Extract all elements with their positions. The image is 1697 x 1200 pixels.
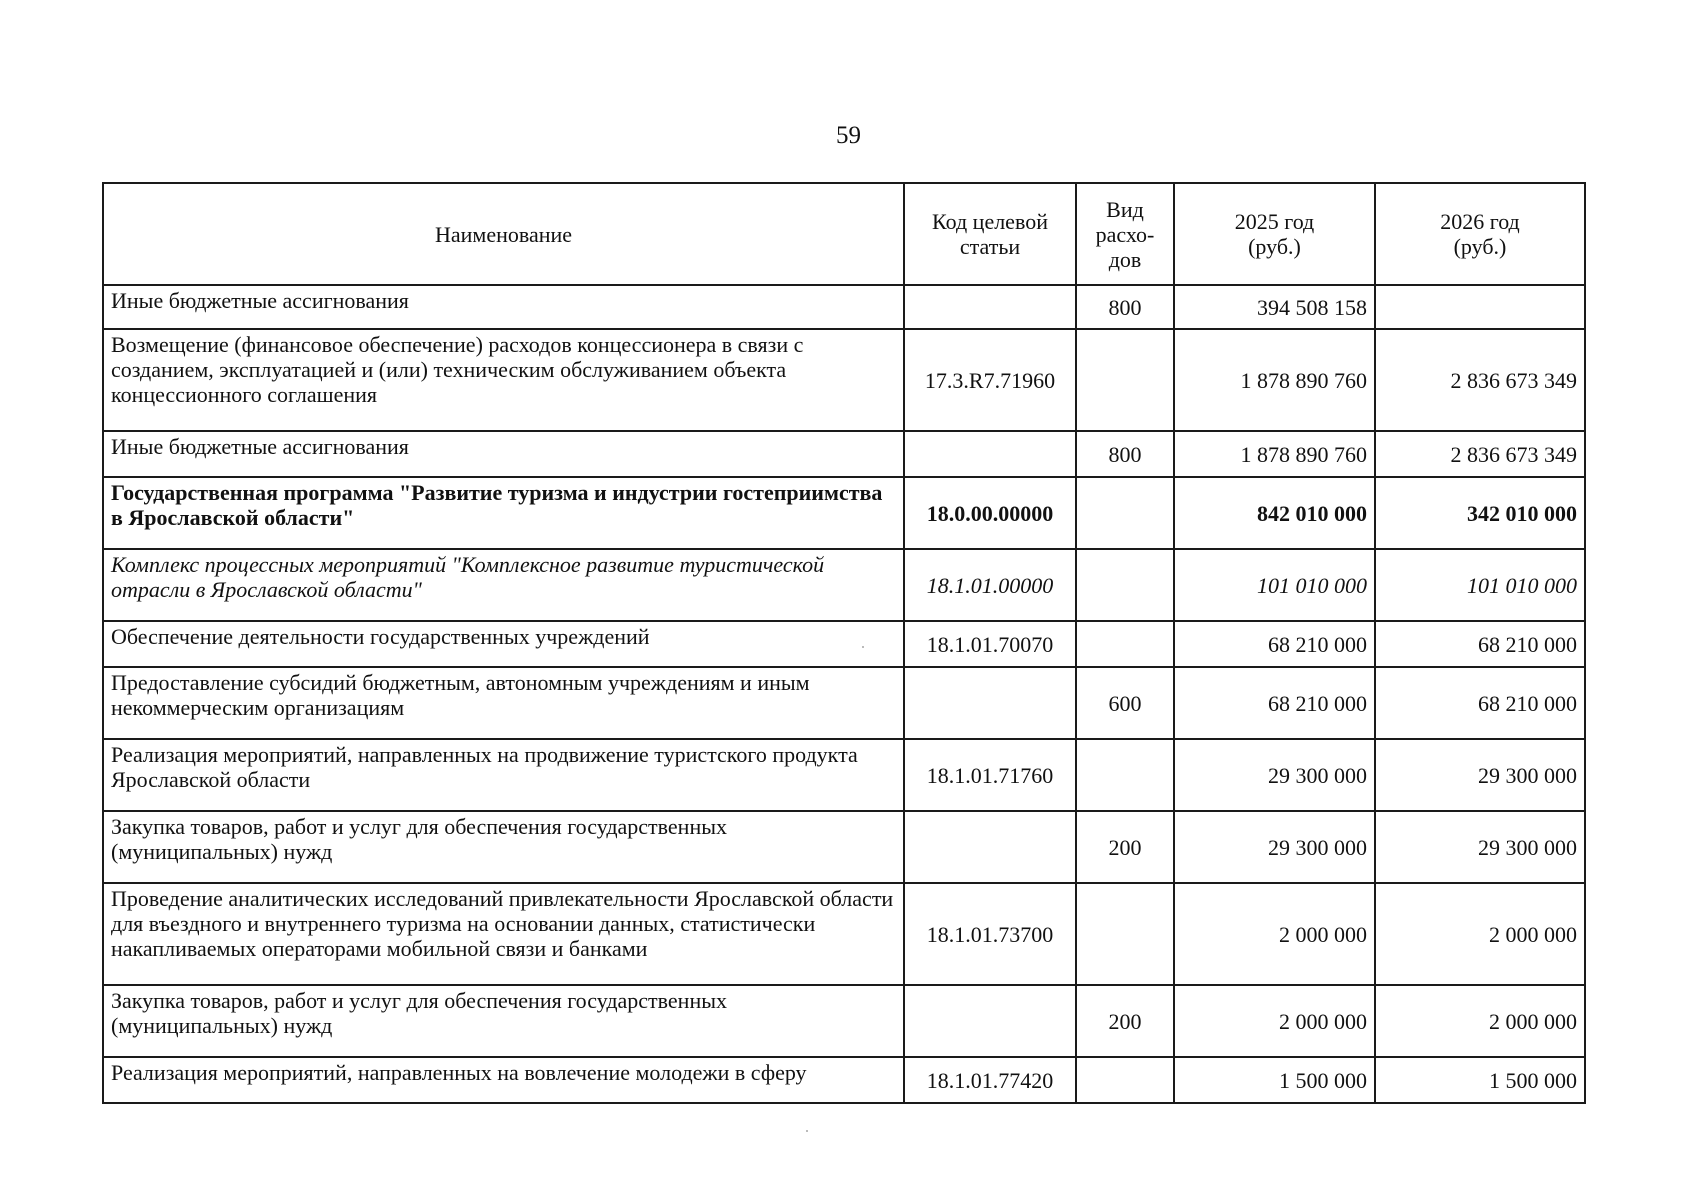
cell-name: Проведение аналитических исследований привлекательности Ярославской области для въездного и внутреннего туризма на основании данных, статистически накапливаемых операторами мобильной связи и банками [103,883,904,985]
cell-name: Реализация мероприятий, направленных на продвижение туристского продукта Ярославской области [103,739,904,811]
cell-target-code: 18.0.00.00000 [904,477,1076,549]
table-row [103,1057,1585,1103]
table-row [103,883,1585,985]
cell-amount-2026: 2 000 000 [1375,985,1585,1057]
table-row [103,477,1585,549]
cell-name: Реализация мероприятий, направленных на вовлечение молодежи в сферу [103,1057,904,1103]
table-row [103,667,1585,739]
cell-amount-2025: 101 010 000 [1174,549,1375,621]
table-row [103,549,1585,621]
cell-expense-type [1076,883,1174,985]
cell-amount-2025: 1 878 890 760 [1174,329,1375,431]
cell-expense-type [1076,1057,1174,1103]
cell-amount-2026: 2 836 673 349 [1375,431,1585,477]
cell-amount-2025: 29 300 000 [1174,811,1375,883]
cell-target-code [904,985,1076,1057]
column-header-name: Наименование [103,183,904,285]
cell-target-code: 18.1.01.73700 [904,883,1076,985]
cell-name: Иные бюджетные ассигнования [103,431,904,477]
cell-amount-2026: 342 010 000 [1375,477,1585,549]
cell-name: Комплекс процессных мероприятий "Комплексное развитие туристической отрасли в Ярославской области" [103,549,904,621]
cell-target-code [904,431,1076,477]
table-body [103,285,1585,1103]
table-row [103,621,1585,667]
table-row [103,811,1585,883]
table-row [103,285,1585,329]
cell-target-code [904,285,1076,329]
cell-name: Государственная программа "Развитие туризма и индустрии гостеприимства в Ярославской области" [103,477,904,549]
cell-expense-type [1076,549,1174,621]
cell-amount-2026: 2 836 673 349 [1375,329,1585,431]
cell-expense-type: 800 [1076,431,1174,477]
cell-expense-type: 200 [1076,985,1174,1057]
scan-speck [862,646,864,648]
column-header-2026: 2026 год (руб.) [1375,183,1585,285]
column-header-type: Вид расхо-дов [1076,183,1174,285]
cell-amount-2025: 29 300 000 [1174,739,1375,811]
table-row [103,431,1585,477]
cell-name: Возмещение (финансовое обеспечение) расходов концессионера в связи с созданием, эксплуатацией и (или) техническим обслуживанием объекта концессионного соглашения [103,329,904,431]
table-header [103,183,1585,285]
cell-amount-2025: 2 000 000 [1174,883,1375,985]
cell-amount-2026: 2 000 000 [1375,883,1585,985]
cell-target-code [904,811,1076,883]
cell-target-code: 18.1.01.77420 [904,1057,1076,1103]
cell-expense-type [1076,477,1174,549]
column-header-2025: 2025 год (руб.) [1174,183,1375,285]
page-number: 59 [836,122,861,149]
cell-amount-2026: 29 300 000 [1375,739,1585,811]
cell-target-code: 18.1.01.70070 [904,621,1076,667]
cell-expense-type: 600 [1076,667,1174,739]
header-row [103,183,1585,285]
cell-name: Закупка товаров, работ и услуг для обеспечения государственных (муниципальных) нужд [103,811,904,883]
cell-expense-type: 800 [1076,285,1174,329]
table-row [103,739,1585,811]
cell-expense-type [1076,621,1174,667]
cell-amount-2025: 2 000 000 [1174,985,1375,1057]
cell-amount-2026: 68 210 000 [1375,621,1585,667]
column-header-code: Код целевой статьи [904,183,1076,285]
cell-amount-2026: 1 500 000 [1375,1057,1585,1103]
cell-name: Предоставление субсидий бюджетным, автономным учреждениям и иным некоммерческим организациям [103,667,904,739]
cell-amount-2025: 394 508 158 [1174,285,1375,329]
cell-name: Закупка товаров, работ и услуг для обеспечения государственных (муниципальных) нужд [103,985,904,1057]
cell-target-code: 18.1.01.71760 [904,739,1076,811]
cell-amount-2026: 68 210 000 [1375,667,1585,739]
cell-amount-2025: 1 878 890 760 [1174,431,1375,477]
table-row [103,329,1585,431]
cell-amount-2026: 101 010 000 [1375,549,1585,621]
cell-amount-2026: 29 300 000 [1375,811,1585,883]
cell-amount-2025: 842 010 000 [1174,477,1375,549]
cell-target-code [904,667,1076,739]
cell-name: Обеспечение деятельности государственных учреждений [103,621,904,667]
table-row [103,985,1585,1057]
cell-amount-2025: 1 500 000 [1174,1057,1375,1103]
cell-amount-2025: 68 210 000 [1174,667,1375,739]
cell-expense-type [1076,329,1174,431]
cell-amount-2026 [1375,285,1585,329]
cell-target-code: 18.1.01.00000 [904,549,1076,621]
cell-target-code: 17.3.R7.71960 [904,329,1076,431]
cell-amount-2025: 68 210 000 [1174,621,1375,667]
cell-expense-type [1076,739,1174,811]
budget-table [102,182,1586,1104]
scan-speck [806,1130,808,1132]
cell-expense-type: 200 [1076,811,1174,883]
cell-name: Иные бюджетные ассигнования [103,285,904,329]
